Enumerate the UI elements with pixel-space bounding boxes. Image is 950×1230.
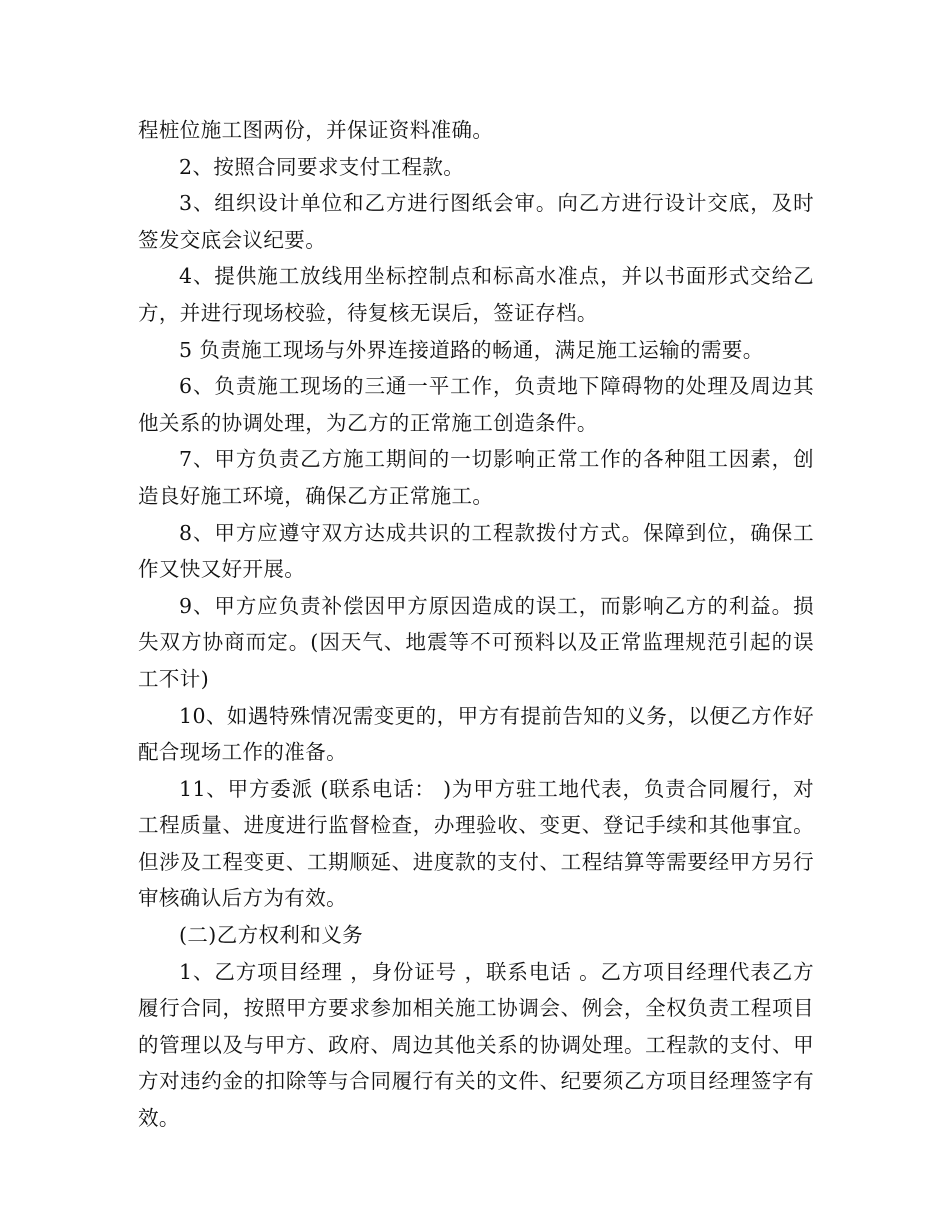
paragraph-item-6: 6、负责施工现场的三通一平工作，负责地下障碍物的处理及周边其他关系的协调处理，为乙方的正常施工创造条件。 [138,374,814,435]
paragraph-item-5: 5 负责施工现场与外界连接道路的畅通，满足施工运输的需要。 [179,337,764,362]
paragraph-item-7: 7、甲方负责乙方施工期间的一切影响正常工作的各种阻工因素，创造良好施工环境，确保乙方正常施工。 [138,447,814,508]
document-body [138,112,814,1137]
paragraph-item-9: 9、甲方应负责补偿因甲方原因造成的误工，而影响乙方的利益。损失双方协商而定。(因天气、地震等不可预料以及正常监理规范引起的误工不计) [138,593,814,691]
paragraph-item-8: 8、甲方应遵守双方达成共识的工程款拨付方式。保障到位，确保工作又快又好开展。 [138,520,814,582]
paragraph-item-2: 2、按照合同要求支付工程款。 [179,154,465,179]
paragraph-item-3: 3、组织设计单位和乙方进行图纸会审。向乙方进行设计交底，及时签发交底会议纪要。 [138,191,814,252]
paragraph-item-b1: 1、乙方项目经理 ，身份证号 ，联系电话 。乙方项目经理代表乙方履行合同，按照甲方要求参加相关施工协调会、例会，全权负责工程项目的管理以及与甲方、政府、周边其他关系的协调处理。工程款的支付、甲方对违约金的扣除等与合同履行有关的文件、纪要须乙方项目经理签字有效。 [138,959,814,1131]
paragraph-item-4: 4、提供施工放线用坐标控制点和标高水准点，并以书面形式交给乙方，并进行现场校验，待复核无误后，签证存档。 [138,264,814,325]
paragraph-item-10: 10、如遇特殊情况需变更的，甲方有提前告知的义务，以便乙方作好配合现场工作的准备。 [138,703,814,765]
paragraph-item-11: 11、甲方委派 (联系电话： )为甲方驻工地代表，负责合同履行，对工程质量、进度进行监督检查，办理验收、变更、登记手续和其他事宜。但涉及工程变更、工期顺延、进度款的支付、工程结算等需要经甲方另行审核确认后方为有效。 [138,776,814,911]
section-heading: (二)乙方权利和义务 [179,923,363,948]
paragraph-continuation: 程桩位施工图两份，并保证资料准确。 [138,118,494,142]
